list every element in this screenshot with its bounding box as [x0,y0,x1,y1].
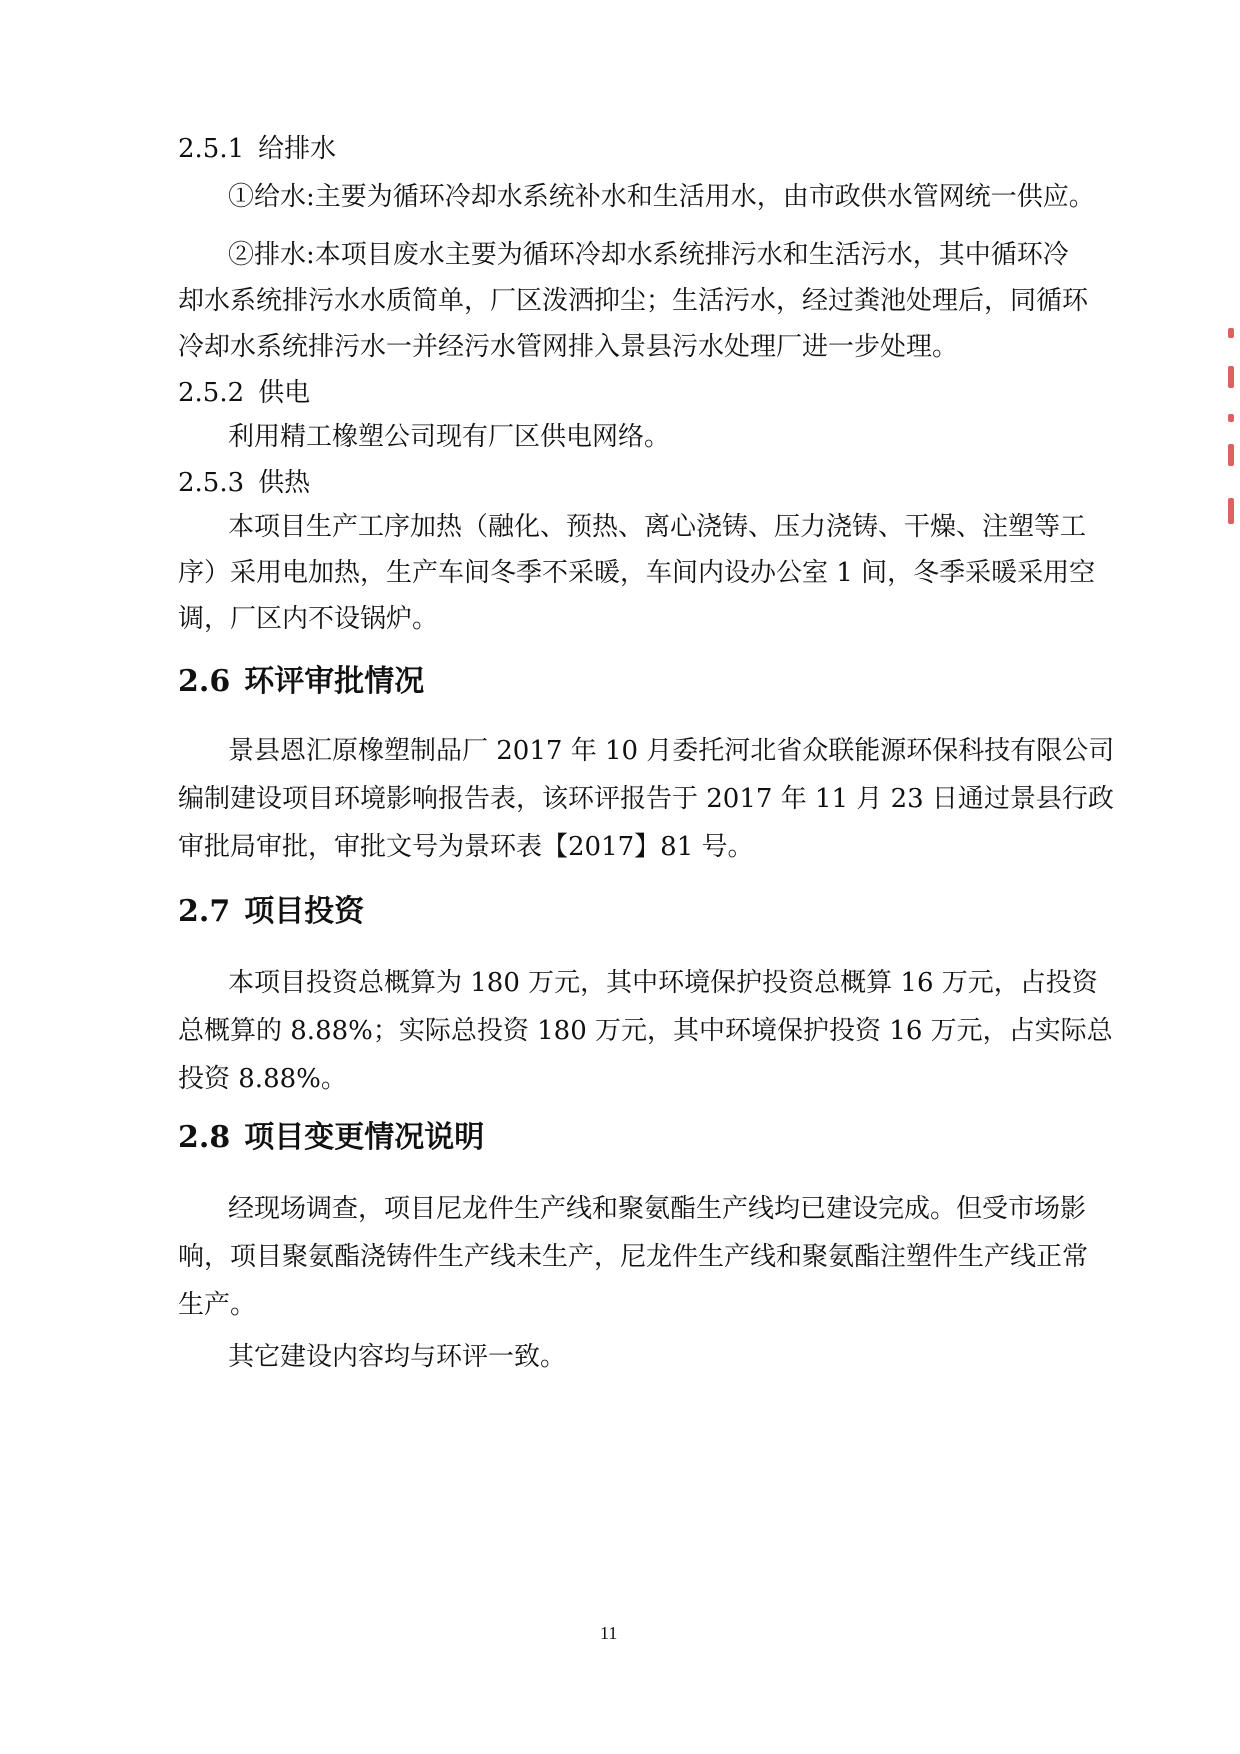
approval-line-1: 景县恩汇原橡塑制品厂 2017 年 10 月委托河北省众联能源环保科技有限公司 [228,736,1115,766]
heading-2-6 [178,662,424,702]
heading-2-8 [178,1118,484,1158]
heading-2-5-1 [178,132,336,166]
heating-line-2: 序）采用电加热，生产车间冬季不采暖，车间内设办公室 1 间，冬季采暖采用空 [178,558,1096,588]
changes-line-1: 经现场调查，项目尼龙件生产线和聚氨酯生产线均已建设完成。但受市场影 [228,1194,1087,1224]
heating-line-1: 本项目生产工序加热（融化、预热、离心浇铸、压力浇铸、干燥、注塑等工 [228,512,1087,542]
section-number: 2.6 [178,664,231,699]
stamp-fragment [1228,328,1234,338]
changes-line-3: 生产。 [178,1290,257,1320]
section-title: 供热 [258,468,311,498]
drainage-line-2: 却水系统排污水水质简单，厂区泼洒抑尘；生活污水，经过粪池处理后，同循环 [178,286,1089,316]
section-title: 环评审批情况 [244,664,425,699]
section-number: 2.5.1 [178,134,245,164]
heading-2-5-3 [178,466,310,500]
section-number: 2.5.2 [178,378,245,408]
section-number: 2.5.3 [178,468,245,498]
stamp-fragment [1228,498,1234,524]
heading-2-5-2 [178,376,310,410]
section-number: 2.8 [178,1120,231,1155]
drainage-line-3: 冷却水系统排污水一并经污水管网排入景县污水处理厂进一步处理。 [178,332,959,362]
approval-line-3: 审批局审批，审批文号为景环表【2017】81 号。 [178,832,754,862]
investment-line-1: 本项目投资总概算为 180 万元，其中环境保护投资总概算 16 万元，占投资 [228,968,1098,998]
stamp-fragment [1228,366,1234,388]
section-title: 项目投资 [244,894,365,929]
heating-line-3: 调，厂区内不设锅炉。 [178,604,439,634]
investment-line-3: 投资 8.88%。 [178,1064,347,1094]
changes-line-2: 响，项目聚氨酯浇铸件生产线未生产，尼龙件生产线和聚氨酯注塑件生产线正常 [178,1242,1089,1272]
stamp-fragment [1228,444,1234,466]
approval-line-2: 编制建设项目环境影响报告表，该环评报告于 2017 年 11 月 23 日通过景县行政 [178,784,1114,814]
stamp-fragment [1228,414,1234,422]
section-title: 给排水 [258,134,337,164]
page-number: 11 [600,1623,618,1643]
investment-line-2: 总概算的 8.88%；实际总投资 180 万元，其中环境保护投资 16 万元，占实际总 [178,1016,1113,1046]
section-title: 项目变更情况说明 [244,1120,485,1155]
power-paragraph: 利用精工橡塑公司现有厂区供电网络。 [228,422,671,452]
heading-2-7 [178,892,364,932]
section-number: 2.7 [178,894,231,929]
other-paragraph: 其它建设内容均与环评一致。 [228,1342,567,1372]
section-title: 供电 [258,378,311,408]
water-supply-paragraph: ①给水:主要为循环冷却水系统补水和生活用水，由市政供水管网统一供应。 [228,182,1095,212]
drainage-line-1: ②排水:本项目废水主要为循环冷却水系统排污水和生活污水，其中循环冷 [228,240,1069,270]
